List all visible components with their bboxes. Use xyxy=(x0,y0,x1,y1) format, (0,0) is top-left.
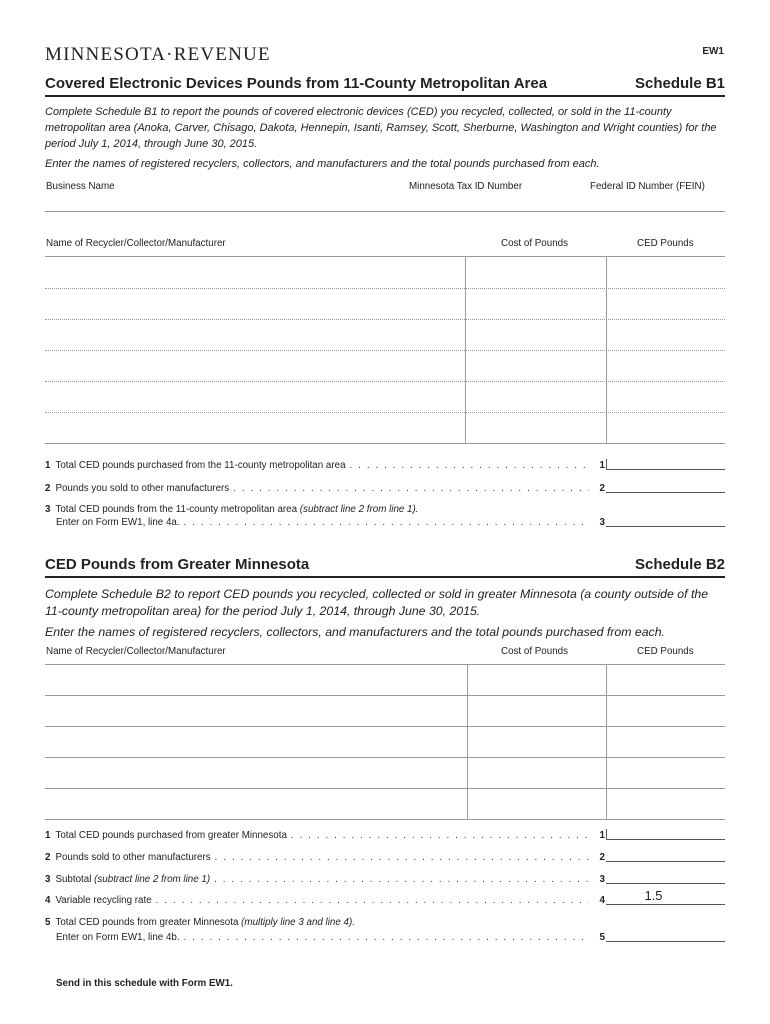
b2-line-2-field[interactable] xyxy=(606,861,725,862)
b2-table-top xyxy=(45,664,725,665)
table-row[interactable] xyxy=(45,726,725,727)
table-row[interactable] xyxy=(45,412,725,413)
b2-col-name: Name of Recycler/Collector/Manufacturer xyxy=(46,646,226,657)
schedule-b2-heading xyxy=(45,556,725,573)
footer-note: Send in this schedule with Form EW1. xyxy=(56,978,233,989)
b1-col-divider xyxy=(606,256,607,443)
b1-line-3-sub: Enter on Form EW1, line 4a. . . . 3 xyxy=(56,517,605,528)
schedule-b1-title: Covered Electronic Devices Pounds from 11-County Metropolitan Area xyxy=(45,75,548,92)
b1-line-3: 3 Total CED pounds from the 11-county metropolitan area (subtract line 2 from line 1). xyxy=(45,504,419,515)
schedule-b1-rule xyxy=(45,95,725,97)
business-info-field[interactable] xyxy=(45,211,725,212)
b2-line-3-field[interactable] xyxy=(606,883,725,884)
b1-col-divider xyxy=(465,256,466,443)
b2-line-2: 2 Pounds sold to other manufacturers . . . 2 xyxy=(45,852,605,863)
table-row[interactable] xyxy=(45,757,725,758)
form-id: EW1 xyxy=(702,46,724,57)
business-name-label: Business Name xyxy=(46,181,115,192)
tax-id-label: Minnesota Tax ID Number xyxy=(409,181,523,192)
b2-line-5-sub: Enter on Form EW1, line 4b. . . . 5 xyxy=(56,932,605,943)
b2-line-5-field[interactable] xyxy=(606,941,725,942)
schedule-b1-instructions-2: Enter the names of registered recyclers, collectors, and manufacturers and the total pounds purchased from each. xyxy=(45,158,600,170)
b2-line-1: 1 Total CED pounds purchased from greater Minnesota . . . 1 xyxy=(45,830,605,841)
schedule-b1-heading xyxy=(45,75,725,92)
table-row[interactable] xyxy=(45,288,725,289)
b2-line-4-field[interactable] xyxy=(606,904,725,905)
schedule-b2-instructions: Complete Schedule B2 to report CED pounds you recycled, collected or sold in greater Minnesota (a county outside of the 11-county metropolitan area) for the period July 1, 2014, through June 30, 2015. xyxy=(45,587,709,618)
b1-col-ced: CED Pounds xyxy=(637,238,694,249)
b1-col-cost: Cost of Pounds xyxy=(501,238,568,249)
b1-table-top xyxy=(45,256,725,257)
schedule-b2-instructions-2: Enter the names of registered recyclers, collectors, and manufacturers and the total pounds purchased from each. xyxy=(45,625,665,639)
schedule-b2-rule xyxy=(45,576,725,578)
b1-line-2-field[interactable] xyxy=(606,492,725,493)
b1-col-name: Name of Recycler/Collector/Manufacturer xyxy=(46,238,226,249)
table-row[interactable] xyxy=(45,350,725,351)
table-row[interactable] xyxy=(45,788,725,789)
table-row[interactable] xyxy=(45,381,725,382)
b2-line-5: 5 Total CED pounds from greater Minnesota (multiply line 3 and line 4). xyxy=(45,917,355,928)
table-row[interactable] xyxy=(45,695,725,696)
minnesota-revenue-logo: MINNESOTA·REVENUE xyxy=(45,44,271,65)
b1-line-3-field[interactable] xyxy=(606,526,725,527)
b2-line-3: 3 Subtotal (subtract line 2 from line 1) . . . 3 xyxy=(45,874,605,885)
variable-recycling-rate-value: 1.5 xyxy=(644,888,663,903)
b2-col-divider xyxy=(606,664,607,819)
table-row[interactable] xyxy=(45,319,725,320)
b1-line-2: 2 Pounds you sold to other manufacturers . . . 2 xyxy=(45,483,605,494)
b2-line-1-field[interactable] xyxy=(606,839,725,840)
schedule-b1-instructions: Complete Schedule B1 to report the pounds of covered electronic devices (CED) you recycled, collected, or sold in the 11-county metropolitan area (Anoka, Carver, Chisago, Dakota, Hennepin, Isanti, Ramsey, Scott, Sherburne, Washington and Wright counties) for the period July 1, 2014, through June 30, 2015. xyxy=(45,106,717,150)
schedule-b1-label: Schedule B1 xyxy=(634,75,725,92)
b2-table-bottom xyxy=(45,819,725,820)
fein-label: Federal ID Number (FEIN) xyxy=(590,181,705,192)
b2-line-4: 4 Variable recycling rate . . . 4 xyxy=(45,895,605,906)
b1-line-1-field[interactable] xyxy=(606,469,725,470)
b1-table-bottom xyxy=(45,443,725,444)
b2-col-divider xyxy=(467,664,468,819)
b1-line-1: 1 Total CED pounds purchased from the 11-county metropolitan area . . . 1 xyxy=(45,460,605,471)
schedule-b2-label: Schedule B2 xyxy=(634,556,725,573)
schedule-b2-title: CED Pounds from Greater Minnesota xyxy=(45,556,310,573)
b2-col-cost: Cost of Pounds xyxy=(501,646,568,657)
b2-col-ced: CED Pounds xyxy=(637,646,694,657)
